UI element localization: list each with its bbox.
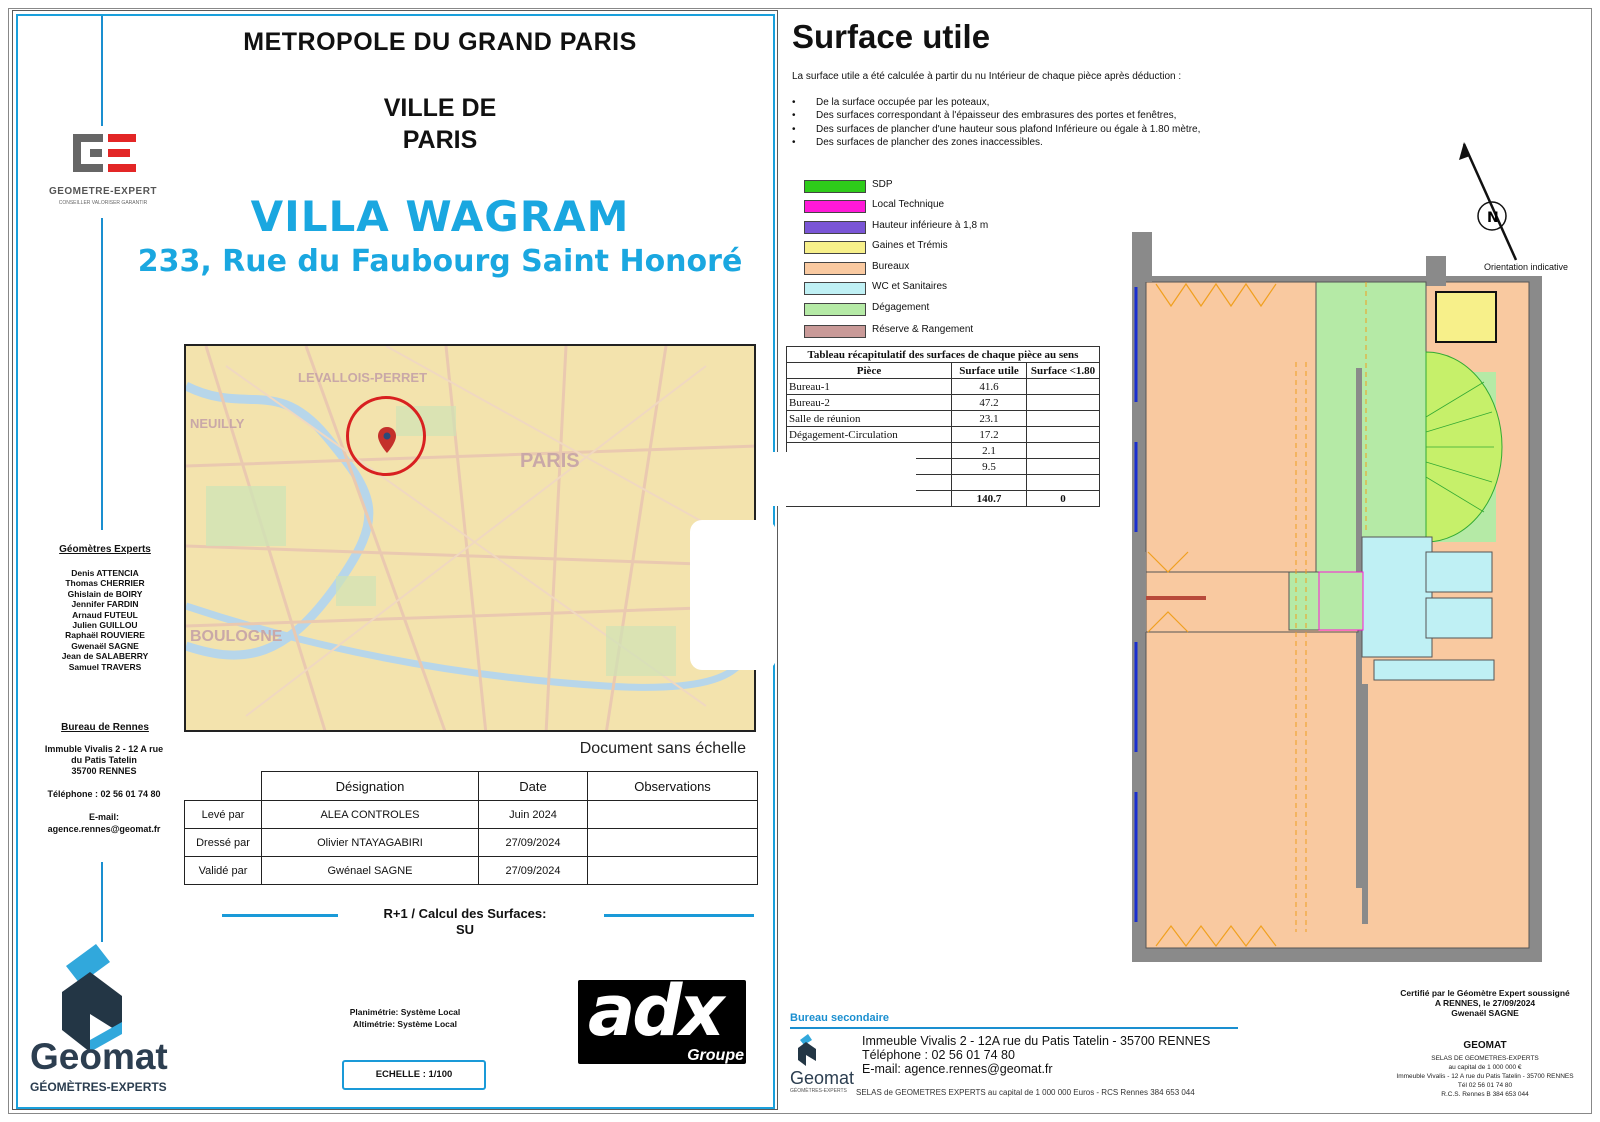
expert-name: Jean de SALABERRY: [61, 651, 149, 662]
geomat-logo-sub: GÉOMÈTRES-EXPERTS: [30, 1080, 167, 1094]
recap-caption: Tableau récapitulatif des surfaces de chaque pièce au sens: [787, 347, 1100, 363]
row-role: Levé par: [185, 801, 262, 829]
bureau-rennes-heading: Bureau de Rennes: [61, 722, 149, 733]
bureau-secondaire-email[interactable]: E-mail: agence.rennes@geomat.fr: [862, 1062, 1053, 1076]
plan-title-line-1: R+1 / Calcul des Surfaces:: [383, 906, 547, 921]
scan-mask: [756, 452, 916, 506]
bureau-secondaire-selas: SELAS de GEOMETRES EXPERTS au capital de 1 000 000 Euros - RCS Rennes 384 653 044: [856, 1088, 1195, 1097]
project-name: VILLA WAGRAM: [250, 192, 630, 241]
bureau-secondaire-telephone: Téléphone : 02 56 01 74 80: [862, 1048, 1015, 1062]
recap-piece: Dégagement-Circulation: [787, 427, 952, 443]
row-observations: [588, 801, 758, 829]
recap-surface-utile: 47.2: [952, 395, 1027, 411]
table-header-cell: Date: [479, 772, 588, 801]
ville-line-2: PARIS: [402, 126, 478, 154]
location-pin-icon: [377, 426, 397, 454]
expert-name: Gwenaël SAGNE: [71, 640, 139, 651]
certification-line: Gwenaël SAGNE: [1451, 1008, 1519, 1018]
scale-box: ECHELLE : 1/100: [342, 1060, 486, 1090]
deduction-item: • Des surfaces de plancher des zones inaccessibles.: [792, 136, 1200, 149]
surface-intro: La surface utile a été calculée à partir du nu Intérieur de chaque pièce après déduction :: [792, 71, 1182, 82]
recap-surface-utile: 140.7: [952, 491, 1027, 507]
legend-swatch: [804, 303, 866, 316]
recap-surface-below-180: [1027, 379, 1100, 395]
deduction-item: • Des surfaces de plancher d'une hauteur sous plafond Inférieure ou égale à 1.80 mètre,: [792, 123, 1200, 136]
legend-swatch: [804, 180, 866, 193]
ge-logo-text: GEOMETRE-EXPERT: [48, 186, 158, 197]
recap-row: [787, 379, 1100, 395]
table-header-cell: Désignation: [262, 772, 479, 801]
altimetrie-system: Altimétrie: Système Local: [353, 1019, 457, 1029]
row-designation: Gwénael SAGNE: [262, 857, 479, 885]
legend-label: SDP: [872, 179, 893, 190]
row-date: 27/09/2024: [479, 857, 588, 885]
title-divider-left: [222, 914, 338, 917]
company-line: R.C.S. Rennes B 384 653 044: [1441, 1091, 1529, 1098]
recap-surface-utile: 41.6: [952, 379, 1027, 395]
recap-row: [787, 395, 1100, 411]
table-row: [185, 801, 758, 829]
map-caption: Document sans échelle: [579, 740, 746, 757]
table-header-cell: Observations: [588, 772, 758, 801]
address-line: 35700 RENNES: [71, 766, 137, 776]
recap-piece: Bureau-1: [787, 379, 952, 395]
recap-surface-below-180: [1027, 411, 1100, 427]
experts-heading: Géomètres Experts: [59, 544, 151, 555]
table-row: [185, 857, 758, 885]
row-date: 27/09/2024: [479, 829, 588, 857]
recap-surface-below-180: [1027, 427, 1100, 443]
row-designation: Olivier NTAYAGABIRI: [262, 829, 479, 857]
certification-block: [1388, 988, 1582, 1018]
plan-title-line-2: SU: [455, 922, 475, 937]
bureau-secondaire-divider: [790, 1027, 1238, 1029]
side-rule-mid: [101, 218, 103, 530]
legend-swatch: [804, 241, 866, 254]
legend-swatch: [804, 221, 866, 234]
row-role: Validé par: [185, 857, 262, 885]
company-name: GEOMAT: [1463, 1040, 1507, 1051]
recap-surface-below-180: [1027, 395, 1100, 411]
map-label-paris: PARIS: [520, 450, 580, 472]
recap-header-cell: Pièce: [787, 363, 952, 379]
recap-row: [787, 411, 1100, 427]
side-rule-bottom: [101, 862, 103, 942]
location-map: [184, 344, 756, 732]
expert-name: Denis ATTENCIA: [71, 568, 139, 578]
deduction-item: • De la surface occupée par les poteaux,: [792, 96, 1200, 109]
bureau-rennes-telephone: Téléphone : 02 56 01 74 80: [47, 789, 161, 799]
recap-surface-below-180: [1027, 459, 1100, 475]
cartouche-table: [184, 771, 758, 885]
recap-surface-utile: [952, 475, 1027, 491]
row-observations: [588, 829, 758, 857]
map-label-boulogne: BOULOGNE: [190, 628, 283, 645]
address-line: du Patis Tatelin: [71, 755, 137, 765]
address-line: Immuble Vivalis 2 - 12 A rue: [44, 744, 164, 754]
legend-label: Local Technique: [872, 199, 945, 210]
surface-deductions-list: [792, 96, 1200, 149]
coordinate-systems: [330, 1006, 480, 1030]
bureau-secondaire-address: Immeuble Vivalis 2 - 12A rue du Patis Tatelin - 35700 RENNES: [862, 1034, 1211, 1048]
recap-surface-below-180: [1027, 475, 1100, 491]
expert-name: Samuel TRAVERS: [68, 661, 142, 672]
certification-line: Certifié par le Géomètre Expert soussigné: [1400, 988, 1570, 998]
adx-logo-sub: Groupe: [687, 1047, 744, 1064]
certification-line: A RENNES, le 27/09/2024: [1434, 998, 1536, 1008]
legend-label: Hauteur inférieure à 1,8 m: [872, 220, 989, 231]
experts-list: [30, 568, 180, 672]
row-date: Juin 2024: [479, 801, 588, 829]
company-line: Immeuble Vivalis - 12 A rue du Patis Tatelin - 35700 RENNES: [1396, 1073, 1574, 1080]
ge-logo-tagline: CONSEILLER VALORISER GARANTIR: [58, 200, 148, 206]
legend-swatch: [804, 262, 866, 275]
recap-surface-below-180: 0: [1027, 491, 1100, 507]
table-header-cell: [185, 772, 262, 801]
company-details: [1372, 1054, 1598, 1099]
recap-caption-row: [787, 347, 1100, 363]
bureau-secondaire-contact: [862, 1034, 1210, 1076]
company-line: Tél 02 56 01 74 80: [1457, 1082, 1513, 1089]
title-divider-right: [604, 914, 754, 917]
deduction-item: • Des surfaces correspondant à l'épaisseur des embrasures des portes et fenêtres,: [792, 109, 1200, 122]
orientation-label: Orientation indicative: [1484, 262, 1569, 272]
recap-surface-utile: 17.2: [952, 427, 1027, 443]
legend-label: Gaines et Trémis: [872, 240, 948, 251]
expert-name: Jennifer FARDIN: [71, 599, 139, 610]
expert-name: Arnaud FUTEUL: [72, 609, 138, 620]
bureau-secondaire-heading: Bureau secondaire: [790, 1012, 890, 1024]
floor-plan-drawing: [1126, 232, 1548, 968]
recap-surface-utile: 23.1: [952, 411, 1027, 427]
table-header-row: [185, 772, 758, 801]
expert-name: Ghislain de BOIRY: [67, 588, 143, 599]
row-role: Dressé par: [185, 829, 262, 857]
ville-title: [180, 92, 700, 156]
legend-swatch: [804, 200, 866, 213]
recap-piece: Bureau-2: [787, 395, 952, 411]
company-line: au capital de 1 000 000 €: [1448, 1064, 1522, 1071]
ville-line-1: VILLE DE: [383, 94, 497, 122]
bureau-secondaire-logo-word: Geomat: [790, 1068, 855, 1088]
company-line: SELAS DE GEOMETRES-EXPERTS: [1431, 1055, 1539, 1062]
expert-name: Julien GUILLOU: [72, 620, 138, 631]
bureau-rennes-email-label: E-mail:: [88, 812, 119, 822]
legend-label: Réserve & Rangement: [872, 324, 974, 335]
adx-logo-word: adx: [588, 970, 722, 1052]
recap-header-cell: Surface <1.80: [1027, 363, 1100, 379]
recap-surface-utile: 2.1: [952, 443, 1027, 459]
side-rule-top: [101, 16, 103, 126]
legend-label: Dégagement: [872, 302, 930, 313]
expert-name: Thomas CHERRIER: [65, 578, 145, 589]
project-address: 233, Rue du Faubourg Saint Honoré: [137, 244, 743, 279]
expert-name: Raphaël ROUVIERE: [65, 630, 145, 641]
recap-header-row: [787, 363, 1100, 379]
map-label-levallois: LEVALLOIS-PERRET: [298, 370, 428, 385]
planimetrie-system: Planimétrie: Système Local: [349, 1007, 461, 1017]
adx-logo: [578, 970, 746, 1064]
scan-mask: [690, 520, 776, 670]
bureau-secondaire-logo-sub: GÉOMÈTRES-EXPERTS: [790, 1088, 847, 1094]
recap-surface-below-180: [1027, 443, 1100, 459]
geomat-small-mark-icon: [792, 1034, 822, 1068]
geometre-expert-logo-icon: [40, 130, 170, 210]
metropole-title: METROPOLE DU GRAND PARIS: [243, 28, 637, 56]
map-streets-graphic: [186, 346, 756, 732]
bureau-rennes-email[interactable]: agence.rennes@geomat.fr: [47, 824, 161, 834]
surface-title: Surface utile: [792, 18, 991, 55]
plan-title: [340, 906, 590, 938]
svg-text:N: N: [1487, 210, 1499, 226]
row-observations: [588, 857, 758, 885]
recap-piece: Salle de réunion: [787, 411, 952, 427]
recap-row: [787, 427, 1100, 443]
legend-label: Bureaux: [872, 261, 910, 272]
table-row: [185, 829, 758, 857]
geomat-logo-word: Geomat: [30, 1036, 168, 1077]
recap-surface-utile: 9.5: [952, 459, 1027, 475]
row-designation: ALEA CONTROLES: [262, 801, 479, 829]
legend-swatch: [804, 282, 866, 295]
legend-swatch: [804, 325, 866, 338]
legend-label: WC et Sanitaires: [872, 281, 948, 292]
recap-header-cell: Surface utile: [952, 363, 1027, 379]
map-label-neuilly: NEUILLY: [190, 416, 245, 431]
bureau-rennes-address: [26, 744, 182, 777]
